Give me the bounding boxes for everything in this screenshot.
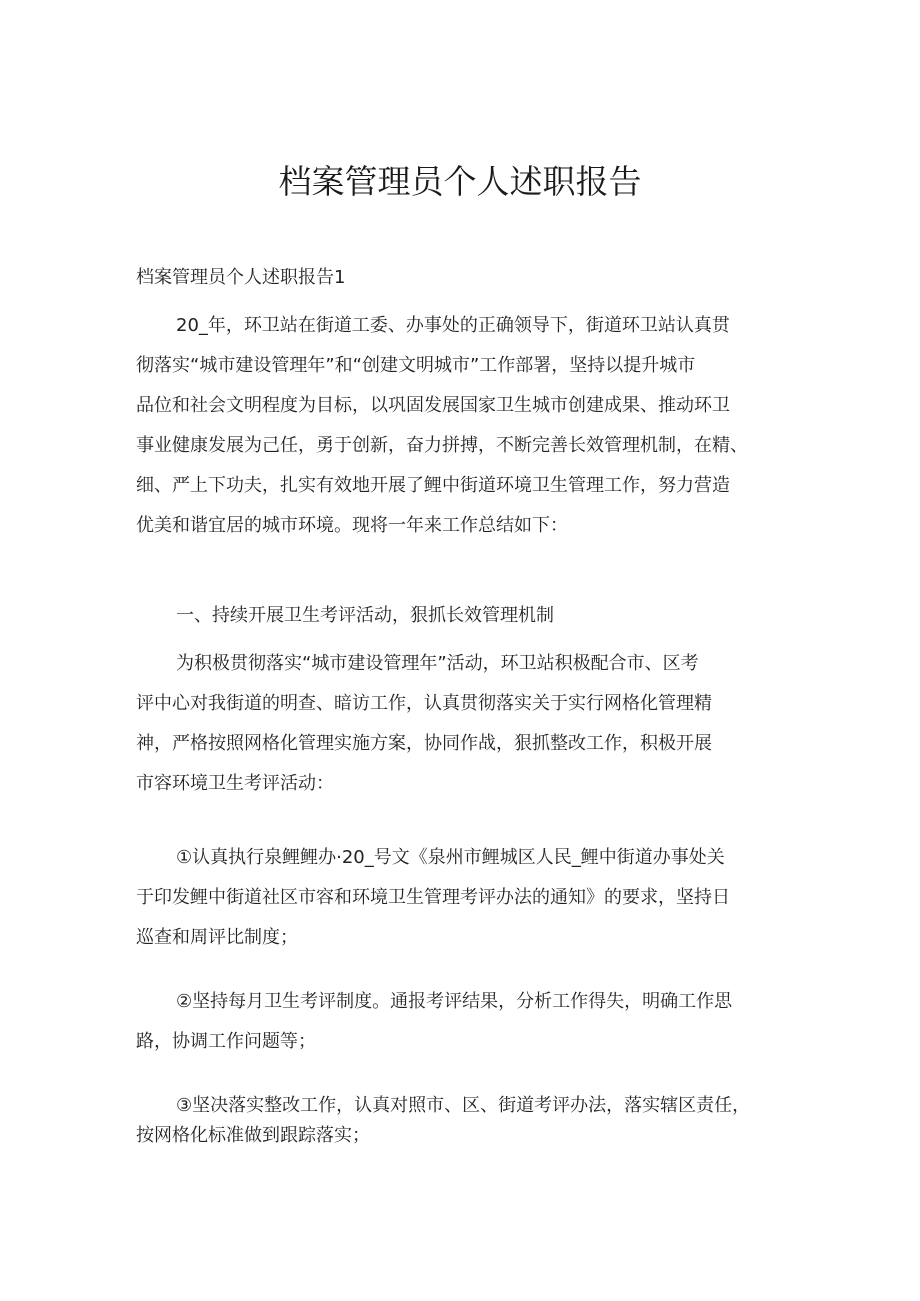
text-line: 品位和社会文明程度为目标，以巩固发展国家卫生城市创建成果、推动环卫: [136, 395, 730, 416]
text-line: 事业健康发展为己任，勇于创新，奋力拼搏，不断完善长效管理机制，在精、: [136, 435, 748, 456]
subtitle-line: 档案管理员个人述职报告1: [136, 267, 346, 288]
report-subtitle: [136, 264, 796, 292]
list-item-1: [136, 844, 796, 952]
section-heading: [136, 602, 796, 630]
text-line: 评中心对我街道的明查、暗访工作，认真贯彻落实关于实行网格化管理精: [136, 693, 712, 714]
text-line: 彻落实“城市建设管理年”和“创建文明城市”工作部署，坚持以提升城市: [136, 355, 696, 376]
text-line: 优美和谐宜居的城市环境。现将一年来工作总结如下：: [136, 515, 568, 536]
text-line: ③坚决落实整改工作，认真对照市、区、街道考评办法，落实辖区责任，: [176, 1095, 751, 1116]
text-line: 巡查和周评比制度；: [136, 927, 298, 948]
list-item-2: [136, 988, 796, 1056]
list-item-3: [136, 1092, 796, 1150]
text-line: 细、严上下功夫，扎实有效地开展了鲤中街道环境卫生管理工作，努力营造: [136, 475, 730, 496]
paragraph-intro: [136, 312, 796, 540]
text-line: 于印发鲤中街道社区市容和环境卫生管理考评办法的通知》的要求，坚持日: [136, 887, 730, 908]
document-title: 档案管理员个人述职报告: [278, 162, 642, 201]
paragraph-activity: [136, 650, 796, 798]
text-line: ①认真执行泉鲤鲤办·20_号文《泉州市鲤城区人民_鲤中街道办事处关: [176, 847, 725, 868]
text-line: 路，协调工作问题等；: [136, 1031, 316, 1052]
heading-line: 一、持续开展卫生考评活动，狠抓长效管理机制: [176, 605, 554, 626]
text-line: 按网格化标准做到跟踪落实；: [136, 1125, 370, 1146]
text-line: ②坚持每月卫生考评制度。通报考评结果，分析工作得失，明确工作思: [176, 991, 733, 1012]
text-line: 神，严格按照网格化管理实施方案，协同作战，狠抓整改工作，积极开展: [136, 733, 712, 754]
text-line: 为积极贯彻落实“城市建设管理年”活动，环卫站积极配合市、区考: [176, 653, 699, 674]
text-line: 市容环境卫生考评活动：: [136, 773, 334, 794]
text-line: 20_年，环卫站在街道工委、办事处的正确领导下，街道环卫站认真贯: [176, 315, 730, 336]
